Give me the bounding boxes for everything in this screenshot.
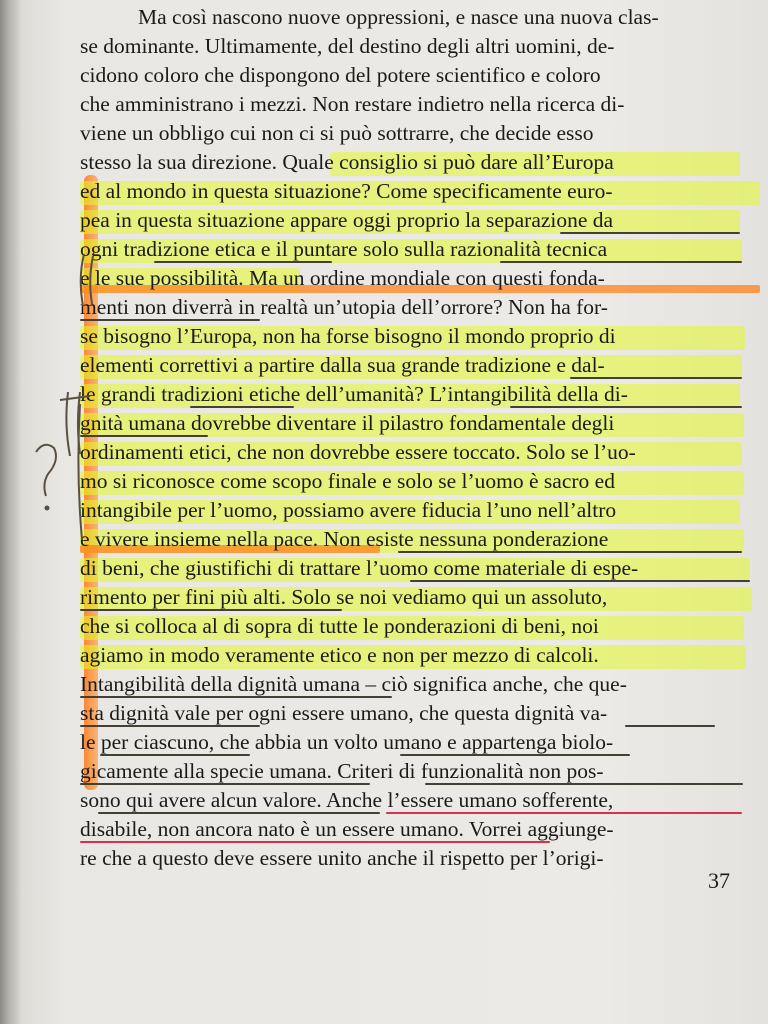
text-line-1: Ma così nascono nuove oppressioni, e nasce una nuova clas- (138, 5, 659, 29)
pencil-underline (625, 725, 715, 727)
pencil-underline (510, 406, 742, 408)
pencil-underline (80, 435, 208, 437)
text-line-12: se bisogno l’Europa, non ha forse bisogno il mondo proprio di (80, 321, 760, 351)
text-line-30: re che a questo deve essere unito anche il rispetto per l’origi- (80, 846, 604, 870)
text-line-20: di beni, che giustifichi di trattare l’uomo come materiale di espe- (80, 553, 760, 583)
pencil-underline (80, 609, 342, 611)
pencil-underline (80, 783, 370, 785)
pencil-underline (398, 551, 742, 553)
page-number: 37 (708, 868, 730, 893)
red-underline (386, 812, 742, 814)
body-text (80, 0, 760, 870)
text-line-29: disabile, non ancora nato è un essere umano. Vorrei aggiunge- (80, 817, 614, 841)
text-line-3: cidono coloro che dispongono del potere scientifico e coloro (80, 63, 601, 87)
pencil-question-mark-icon (28, 438, 64, 516)
pencil-underline (190, 406, 294, 408)
pencil-underline (98, 812, 380, 814)
pencil-underline (100, 754, 250, 756)
text-line-28: sono qui avere alcun valore. Anche l’essere umano sofferente, (80, 785, 760, 815)
text-line-25: sta dignità vale per ogni essere umano, che questa dignità va- (80, 698, 760, 728)
text-line-18: intangibile per l’uomo, possiamo avere fiducia l’uno nell’altro (80, 495, 760, 525)
text-line-4: che amministrano i mezzi. Non restare indietro nella ricerca di- (80, 92, 625, 116)
text-line-14: le grandi tradizioni etiche dell’umanità? L’intangibilità della di- (80, 379, 760, 409)
text-line-26: le per ciascuno, che abbia un volto umano e appartenga biolo- (80, 727, 760, 757)
text-line-11: menti non diverrà in realtà un’utopia dell’orrore? Non ha for- (80, 295, 608, 319)
pencil-underline (80, 696, 392, 698)
text-line-22: che si colloca al di sopra di tutte le ponderazioni di beni, noi (80, 611, 760, 641)
text-line-6: stesso la sua direzione. Quale consiglio si può dare all’Europa (80, 147, 760, 177)
pencil-bracket-mark-icon (74, 250, 104, 310)
text-line-9: ogni tradizione etica e il puntare solo sulla razionalità tecnica (80, 234, 760, 264)
pencil-underline (425, 783, 743, 785)
text-line-27: gicamente alla specie umana. Criteri di funzionalità non pos- (80, 756, 760, 786)
text-line-7: ed al mondo in questa situazione? Come specificamente euro- (80, 176, 760, 206)
text-line-15: gnità umana dovrebbe diventare il pilastro fondamentale degli (80, 408, 760, 438)
pencil-underline (500, 261, 742, 263)
text-line-16: ordinamenti etici, che non dovrebbe essere toccato. Solo se l’uo- (80, 437, 760, 467)
text-line-19: e vivere insieme nella pace. Non esiste nessuna ponderazione (80, 524, 760, 554)
pencil-underline (410, 580, 750, 582)
text-line-13: elementi correttivi a partire dalla sua grande tradizione e dal- (80, 350, 760, 380)
text-line-8: pea in questa situazione appare oggi proprio la separazione da (80, 205, 760, 235)
text-line-24: Intangibilità della dignità umana – ciò significa anche, che que- (80, 672, 627, 696)
red-underline (80, 841, 550, 843)
pencil-underline (80, 319, 260, 321)
pencil-underline (400, 754, 630, 756)
pencil-underline (570, 377, 742, 379)
pencil-underline (80, 725, 260, 727)
book-gutter-shadow (0, 0, 22, 1024)
text-line-10: e le sue possibilità. Ma un ordine mondiale con questi fonda- (80, 263, 760, 293)
text-line-23: agiamo in modo veramente etico e non per mezzo di calcoli. (80, 640, 760, 670)
text-line-2: se dominante. Ultimamente, del destino degli altri uomini, de- (80, 34, 615, 58)
pencil-underline (154, 261, 332, 263)
pencil-vertical-line-mark-icon (72, 402, 88, 542)
pencil-underline (560, 232, 740, 234)
text-line-21: rimento per fini più alti. Solo se noi vediamo qui un assoluto, (80, 582, 760, 612)
text-line-17: mo si riconosce come scopo finale e solo se l’uomo è sacro ed (80, 466, 760, 496)
text-line-5: viene un obbligo cui non ci si può sottrarre, che decide esso (80, 121, 594, 145)
